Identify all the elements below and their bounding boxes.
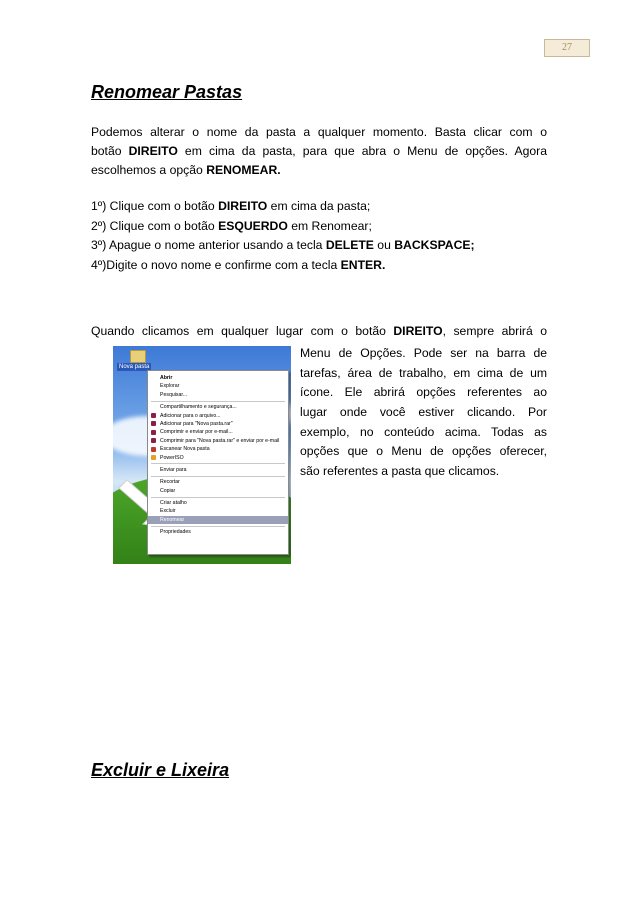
para-text: Quando clicamos em qualquer lugar com o botão	[91, 324, 394, 338]
para-text: , sempre abrirá o	[442, 324, 547, 338]
intro-text: escolhemos a opção	[91, 163, 207, 177]
menu-separator	[151, 463, 285, 464]
step-text: em cima da pasta;	[267, 199, 371, 213]
menu-item[interactable]	[148, 428, 288, 436]
context-menu	[147, 370, 289, 555]
menu-item-label: Enviar para	[160, 466, 187, 473]
step-item-1	[91, 197, 547, 217]
step-bold: BACKSPACE;	[394, 238, 475, 252]
menu-item[interactable]	[148, 412, 288, 420]
menu-item-label: Adicionar para o arquivo...	[160, 412, 221, 419]
step-bold: ESQUERDO	[218, 218, 288, 233]
menu-item[interactable]	[148, 454, 288, 462]
menu-item[interactable]	[148, 391, 288, 399]
menu-item[interactable]	[148, 499, 288, 507]
intro-text: botão	[91, 144, 129, 158]
step-text: 1º) Clique com o botão	[91, 199, 219, 213]
antivirus-icon	[151, 447, 156, 452]
step-item-2	[91, 217, 547, 237]
menu-paragraph-line-1	[91, 322, 547, 341]
menu-item-label: Explorar	[160, 383, 180, 390]
steps-list	[91, 197, 547, 275]
intro-line-3	[91, 161, 547, 180]
step-text: em Renomear;	[287, 218, 372, 233]
menu-item[interactable]	[148, 403, 288, 411]
menu-item[interactable]	[148, 478, 288, 486]
wrapped-line: tarefas, área de trabalho, em cima de um	[300, 365, 547, 380]
menu-item[interactable]	[148, 487, 288, 495]
step-item-4	[91, 256, 547, 276]
wrapped-line: são referentes a pasta que clicamos.	[300, 464, 500, 479]
context-menu-screenshot	[113, 346, 291, 564]
menu-item-label: Criar atalho	[160, 500, 187, 507]
intro-line-1: Podemos alterar o nome da pasta a qualquer momento. Basta clicar com o	[91, 125, 547, 139]
menu-item[interactable]	[148, 420, 288, 428]
step-bold: ENTER.	[340, 257, 386, 272]
winrar-icon	[151, 430, 156, 435]
menu-item-label: PowerISO	[160, 454, 184, 461]
step-text: 4º)Digite o novo nome e confirme com a tecla	[91, 257, 341, 272]
menu-separator	[151, 497, 285, 498]
menu-paragraph-wrapped	[300, 344, 547, 482]
menu-item-label: Recortar	[160, 479, 180, 486]
menu-item[interactable]	[148, 374, 288, 382]
section-title-renomear: Renomear Pastas	[91, 82, 243, 102]
menu-paragraph-first-line	[91, 322, 547, 341]
intro-paragraph	[91, 123, 547, 180]
step-bold: DIREITO	[218, 199, 268, 213]
menu-item[interactable]	[148, 445, 288, 453]
menu-item-label: Comprimir e enviar por e-mail...	[160, 429, 233, 436]
folder-icon[interactable]	[130, 350, 146, 363]
winrar-icon	[151, 413, 156, 418]
wrapped-line: lugar onde você estiver clicando. Por	[300, 405, 547, 420]
menu-item[interactable]	[148, 437, 288, 445]
menu-item-label: Comprimir para "Nova pasta.rar" e enviar por e-mail	[160, 437, 280, 444]
intro-text: em cima da pasta, para que abra o Menu de opções. Agora	[177, 144, 547, 158]
menu-item-label: Adicionar para "Nova pasta.rar"	[160, 420, 233, 427]
step-text: ou	[373, 238, 395, 252]
step-text: 3º) Apague o nome anterior usando a tecla	[91, 238, 326, 252]
wrapped-line: exemplo, no conteúdo acima. Todas as	[300, 424, 547, 439]
menu-item-label: Escanear Nova pasta	[160, 446, 210, 453]
section-title-excluir: Excluir e Lixeira	[91, 760, 230, 780]
menu-separator	[151, 476, 285, 477]
menu-separator	[151, 526, 285, 527]
page-number-badge: 27	[544, 39, 590, 57]
wrapped-line: Menu de Opções. Pode ser na barra de	[300, 346, 547, 360]
menu-item-label: Renomear	[160, 516, 185, 523]
menu-item-label: Compartilhamento e segurança...	[160, 404, 237, 411]
step-bold: DELETE	[325, 238, 374, 252]
menu-item-label: Propriedades	[160, 529, 191, 536]
menu-item-label: Excluir	[160, 508, 176, 515]
menu-separator	[151, 401, 285, 402]
menu-item[interactable]	[148, 528, 288, 536]
menu-item[interactable]	[148, 507, 288, 515]
step-text: 2º) Clique com o botão	[91, 218, 219, 233]
intro-line-2	[91, 142, 547, 161]
menu-item[interactable]	[148, 466, 288, 474]
menu-item[interactable]	[148, 516, 288, 524]
menu-item-label: Abrir	[160, 375, 173, 381]
intro-bold: DIREITO	[128, 144, 178, 158]
wrapped-line: ícone. Ele abrirá opções referentes ao	[300, 385, 547, 400]
poweriso-icon	[151, 455, 156, 460]
winrar-icon	[151, 421, 156, 426]
wrapped-line: opções que o Menu de opções oferecer,	[300, 444, 547, 459]
menu-item-label: Copiar	[160, 487, 176, 494]
winrar-icon	[151, 438, 156, 443]
folder-label[interactable]: Nova pasta	[119, 364, 150, 370]
menu-item-label: Pesquisar...	[160, 391, 188, 398]
para-bold: DIREITO	[393, 324, 443, 338]
menu-item[interactable]	[148, 382, 288, 390]
step-item-3	[91, 236, 547, 256]
intro-bold: RENOMEAR.	[206, 163, 281, 177]
